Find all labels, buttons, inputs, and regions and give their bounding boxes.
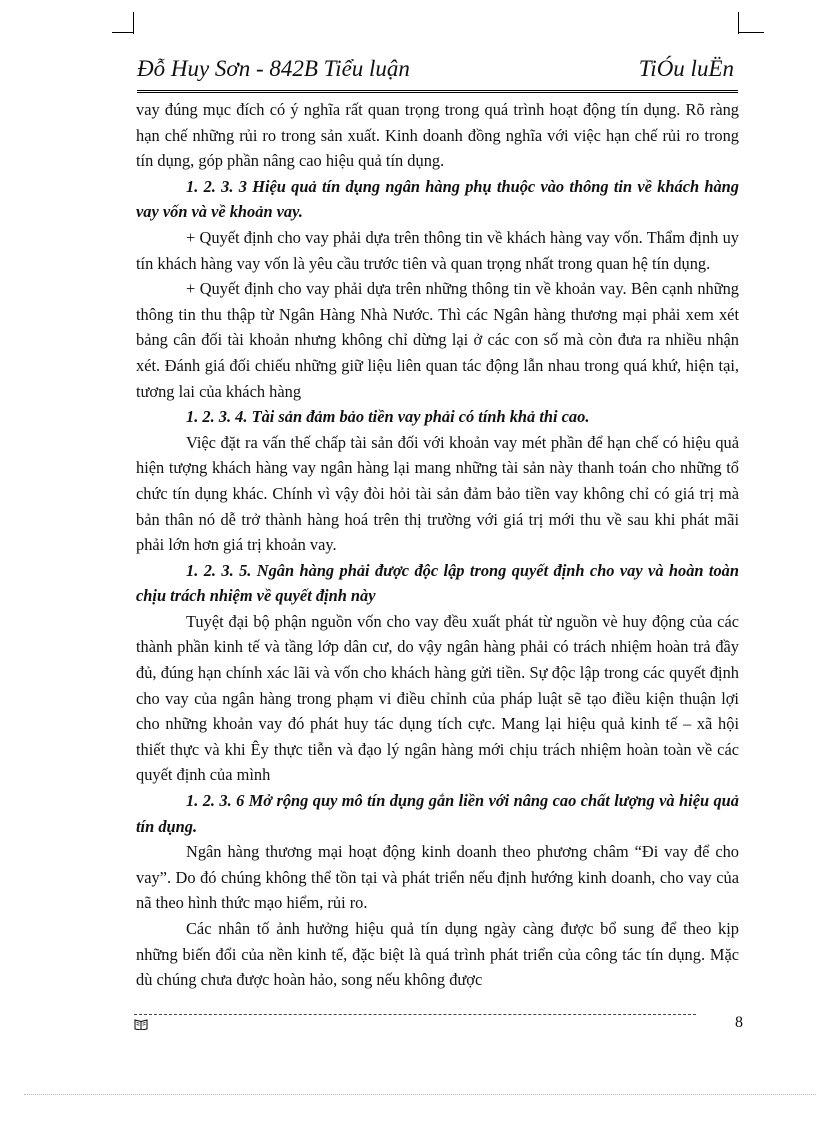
paragraph: Tuyệt đại bộ phận nguồn vốn cho vay đều xuất phát từ nguồn vè huy động của các thành phần kinh tế và tầng lớp dân cư, do vậy ngân hàng phải có trách nhiệm hoàn trả đầy đủ, đúng hạn chính xác lãi và vốn cho khách hàng gửi tiền. Sự độc lập trong các quyết định cho vay của ngân hàng trong phạm vi điều chỉnh của pháp luật sẽ tạo điều kiện thuận lợi cho những khoản vay đó phát huy tác dụng tích cực. Mang lại hiệu quả kinh tế – xã hội thiết thực và khi Êy thực tiễn và đạo lý ngân hàng mới chịu trách nhiệm hoàn toàn về các quyết định của mình — [136, 611, 739, 785]
section-heading: 1. 2. 3. 5. Ngân hàng phải được độc lập trong quyết định cho vay và hoàn toàn chịu trách nhiệm về quyết định này — [136, 560, 739, 606]
crop-mark — [738, 12, 739, 34]
paragraph: Các nhân tố ảnh hưởng hiệu quả tín dụng ngày càng được bổ sung để theo kịp những biến đổi của nền kinh tế, đặc biệt là quá trình phát triển của công tác tín dụng. Mặc dù chúng chưa được hoàn hảo, song nếu không được — [136, 919, 739, 990]
header-doc-type: TiÓu luËn — [638, 56, 734, 81]
paragraph: + Quyết định cho vay phải dựa trên thông tin về khách hàng vay vốn. Thẩm định uy tín khách hàng vay vốn là yêu cầu trước tiên và quan trọng nhất trong quan hệ tín dụng. — [136, 227, 739, 273]
crop-mark — [133, 12, 134, 34]
page-number: 8 — [735, 1014, 743, 1031]
paragraph: Việc đặt ra vấn thế chấp tài sản đối với khoản vay mét phần để hạn chế có hiệu quả hiện tượng khách hàng vay ngân hàng lại mang những tài sản này thanh toán cho những tổ chức tín dụng khác. Chính vì vậy đòi hỏi tài sản đảm bảo tiền vay không chỉ có giá trị mà bản thân nó dễ trở thành hàng hoá trên thị trường với giá trị mới thu về sau khi phát mãi phải lớn hơn giá trị khoản vay. — [136, 432, 739, 555]
paragraph: vay đúng mục đích có ý nghĩa rất quan trọng trong quá trình hoạt động tín dụng. Rõ ràng hạn chế những rủi ro trong sản xuất. Kinh doanh đồng nghĩa với việc hạn chế rủi ro trong tín dụng, góp phần nâng cao hiệu quả tín dụng. — [136, 100, 739, 171]
crop-mark — [112, 32, 134, 33]
section-heading: 1. 2. 3. 3 Hiệu quả tín dụng ngân hàng phụ thuộc vào thông tin về khách hàng vay vốn và về khoản vay. — [136, 176, 739, 222]
footer-divider — [134, 1014, 696, 1015]
book-icon — [134, 1018, 148, 1034]
header-author: Đỗ Huy Sơn - 842B Tiểu luận — [137, 56, 410, 81]
section-heading: 1. 2. 3. 6 Mở rộng quy mô tín dụng gắn liền với nâng cao chất lượng và hiệu quả tín dụng. — [136, 791, 739, 836]
section-heading: 1. 2. 3. 4. Tài sản đảm bảo tiền vay phải có tính khả thi cao. — [186, 407, 590, 427]
paragraph: Ngân hàng thương mại hoạt động kinh doanh theo phương châm “Đi vay để cho vay”. Do đó chúng không thể tồn tại và phát triển nếu định hướng kinh doanh, cho vay của nã theo hình thức mạo hiểm, rủi ro. — [136, 842, 739, 913]
crop-mark — [738, 32, 764, 33]
document-body — [136, 97, 739, 993]
page-header — [137, 50, 738, 93]
paragraph: + Quyết định cho vay phải dựa trên những thông tin về khoản vay. Bên cạnh những thông tin thu thập từ Ngân Hàng Nhà Nước. Thì các Ngân hàng thương mại phải xem xét bảng cân đối tài khoản nhưng không chỉ dừng lại ở các con số mà còn đưa ra nhiều nhận xét. Đánh giá đối chiếu những giữ liệu liên quan tác động lẫn nhau trong quá khứ, hiện tại, tương lai của khách hàng — [136, 279, 739, 401]
page-bottom-border — [24, 1094, 816, 1095]
